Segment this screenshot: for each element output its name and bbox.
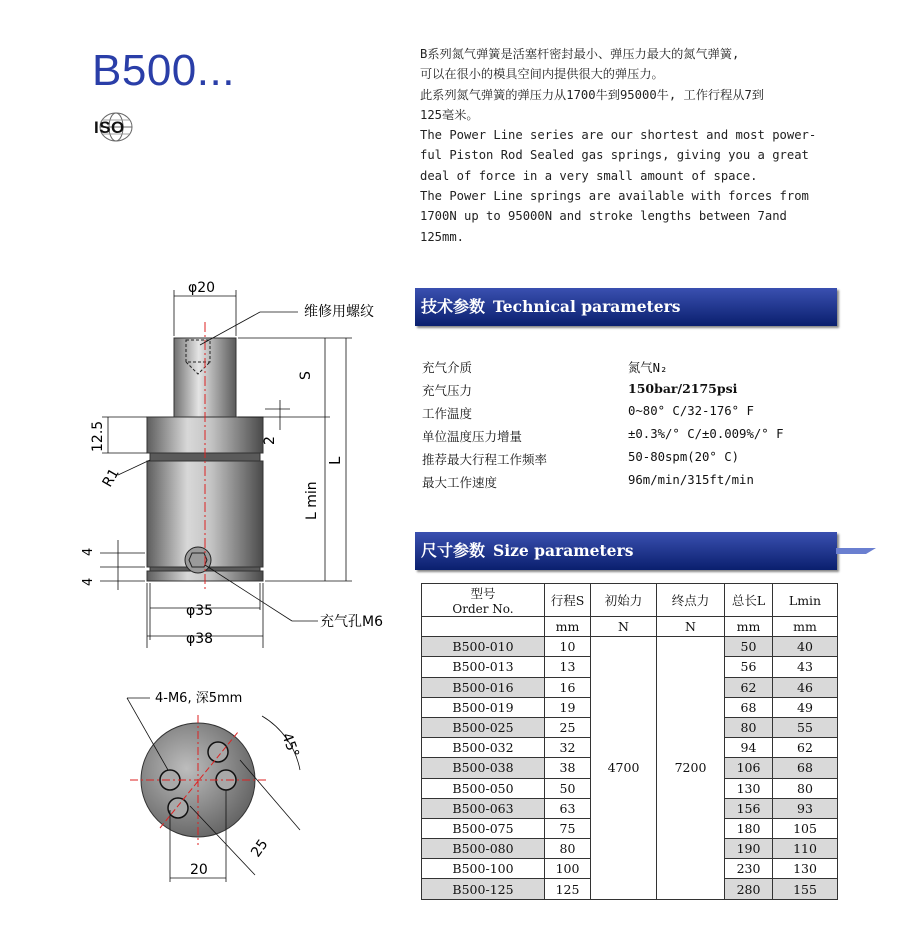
unit-end-force: N [657, 617, 725, 637]
header-lmin: Lmin [773, 584, 838, 617]
label-fill-port: 充气孔M6 [320, 614, 383, 630]
cell-length: 230 [725, 859, 773, 879]
intro-text [420, 44, 850, 247]
mounting-hole [168, 798, 188, 818]
label-dim-2: 2 [262, 436, 278, 445]
cell-order: B500-013 [422, 657, 545, 677]
cell-order: B500-063 [422, 798, 545, 818]
cell-lmin: 40 [773, 637, 838, 657]
param-name: 充气介质 [422, 360, 473, 375]
cell-order: B500-019 [422, 697, 545, 717]
label-length: L [326, 456, 344, 465]
cell-stroke: 80 [545, 839, 591, 859]
param-row [422, 404, 822, 426]
section-title-en: Technical parameters [493, 297, 681, 316]
cell-order: B500-025 [422, 717, 545, 737]
unit-lmin: mm [773, 617, 838, 637]
cell-length: 180 [725, 818, 773, 838]
cell-stroke: 38 [545, 758, 591, 778]
mounting-hole [208, 742, 228, 762]
cell-length: 280 [725, 879, 773, 899]
cell-length: 190 [725, 839, 773, 859]
header-stroke: 行程S [545, 584, 591, 617]
param-value: 氮气N₂ [628, 361, 668, 375]
param-value: 50-80spm(20° C) [628, 450, 740, 464]
cell-length: 94 [725, 738, 773, 758]
table-unit-row [422, 617, 838, 637]
cell-lmin: 62 [773, 738, 838, 758]
cell-length: 50 [725, 637, 773, 657]
iso-logo-text: ISO [94, 118, 125, 137]
cell-stroke: 25 [545, 717, 591, 737]
cell-order: B500-100 [422, 859, 545, 879]
cell-lmin: 110 [773, 839, 838, 859]
intro-line: 可以在很小的模具空间内提供很大的弹压力。 [420, 67, 664, 82]
label-dia-38: φ38 [186, 631, 214, 647]
cell-lmin: 49 [773, 697, 838, 717]
cell-length: 62 [725, 677, 773, 697]
intro-line: 1700N up to 95000N and stroke lengths between 7and [420, 209, 787, 224]
cell-order: B500-032 [422, 738, 545, 758]
cell-stroke: 13 [545, 657, 591, 677]
label-dim-4a: 4 [81, 547, 96, 556]
cell-stroke: 16 [545, 677, 591, 697]
param-name: 工作温度 [422, 406, 473, 421]
label-lmin: L min [304, 481, 320, 520]
cell-stroke: 32 [545, 738, 591, 758]
cell-lmin: 43 [773, 657, 838, 677]
intro-line: 125毫米。 [420, 107, 479, 122]
intro-line: B系列氮气弹簧是活塞杆密封最小、弹压力最大的氮气弹簧, [420, 47, 740, 61]
cell-length: 106 [725, 758, 773, 778]
param-name: 推荐最大行程工作频率 [422, 452, 548, 467]
section-title-cn: 尺寸参数 [421, 541, 486, 560]
label-angle: 45° [278, 730, 302, 760]
cell-stroke: 125 [545, 879, 591, 899]
cell-stroke: 10 [545, 637, 591, 657]
label-rod-diameter: φ20 [188, 280, 216, 296]
cell-length: 156 [725, 798, 773, 818]
cell-stroke: 75 [545, 818, 591, 838]
cell-lmin: 93 [773, 798, 838, 818]
intro-line: The Power Line series are our shortest and most power- [420, 128, 817, 143]
label-r1: R1 [99, 465, 123, 490]
label-dim-25: 25 [248, 836, 272, 861]
label-stroke: S [298, 371, 314, 380]
cell-order: B500-075 [422, 818, 545, 838]
param-value: 0~80° C/32-176° F [628, 404, 754, 418]
section-title-cn: 技术参数 [421, 297, 486, 316]
param-row [422, 473, 822, 495]
technical-parameters-header [415, 288, 837, 326]
param-row [422, 381, 822, 403]
cell-lmin: 55 [773, 717, 838, 737]
cell-lmin: 105 [773, 818, 838, 838]
cell-stroke: 63 [545, 798, 591, 818]
param-value: 150bar/2175psi [628, 381, 738, 396]
cell-stroke: 19 [545, 697, 591, 717]
param-row [422, 450, 822, 472]
unit-order [422, 617, 545, 637]
table-row [422, 637, 838, 657]
intro-line: The Power Line springs are available with forces from [420, 189, 809, 204]
side-view-drawing [0, 0, 420, 936]
cell-lmin: 80 [773, 778, 838, 798]
unit-initial-force: N [591, 617, 657, 637]
unit-length: mm [725, 617, 773, 637]
param-value: 96m/min/315ft/min [628, 473, 754, 487]
cell-order: B500-038 [422, 758, 545, 778]
size-parameters-header [415, 532, 837, 570]
cell-lmin: 155 [773, 879, 838, 899]
cell-stroke: 50 [545, 778, 591, 798]
table-header-row [422, 584, 838, 617]
cell-order: B500-125 [422, 879, 545, 899]
bottom-view [127, 691, 302, 882]
label-dim-4b: 4 [81, 577, 96, 586]
param-name: 最大工作速度 [422, 475, 498, 490]
cell-length: 130 [725, 778, 773, 798]
cell-stroke: 100 [545, 859, 591, 879]
section-title-en: Size parameters [493, 541, 634, 560]
header-order: 型号 Order No. [422, 584, 545, 617]
param-name: 充气压力 [422, 383, 473, 398]
intro-line: 此系列氮气弹簧的弹压力从1700牛到95000牛, 工作行程从7到 [420, 87, 764, 102]
cell-length: 68 [725, 697, 773, 717]
cell-lmin: 130 [773, 859, 838, 879]
header-initial-force: 初始力 [591, 584, 657, 617]
intro-line: ful Piston Rod Sealed gas springs, giving you a great [420, 148, 809, 163]
label-service-thread: 维修用螺纹 [304, 304, 374, 320]
label-dim-20: 20 [190, 862, 208, 878]
cell-length: 56 [725, 657, 773, 677]
cell-order: B500-050 [422, 778, 545, 798]
band-tail-decoration [836, 544, 880, 558]
page-title: B500... [92, 46, 235, 95]
cell-end-force: 7200 [657, 637, 725, 899]
param-name: 单位温度压力增量 [422, 429, 523, 444]
cell-lmin: 46 [773, 677, 838, 697]
cell-order: B500-010 [422, 637, 545, 657]
param-value: ±0.3%/° C/±0.009%/° F [628, 427, 784, 441]
cell-order: B500-016 [422, 677, 545, 697]
unit-stroke: mm [545, 617, 591, 637]
param-row [422, 427, 822, 449]
cell-lmin: 68 [773, 758, 838, 778]
cell-initial-force: 4700 [591, 637, 657, 899]
param-row [422, 358, 822, 380]
header-length: 总长L [725, 584, 773, 617]
label-dim-12-5: 12.5 [90, 420, 106, 452]
cell-order: B500-080 [422, 839, 545, 859]
label-dia-35: φ35 [186, 603, 214, 619]
label-holes: 4-M6, 深5mm [155, 691, 243, 706]
intro-line: deal of force in a very small amount of space. [420, 168, 758, 183]
intro-line: 125mm. [420, 229, 465, 244]
cell-length: 80 [725, 717, 773, 737]
header-end-force: 终点力 [657, 584, 725, 617]
size-table [421, 583, 838, 900]
